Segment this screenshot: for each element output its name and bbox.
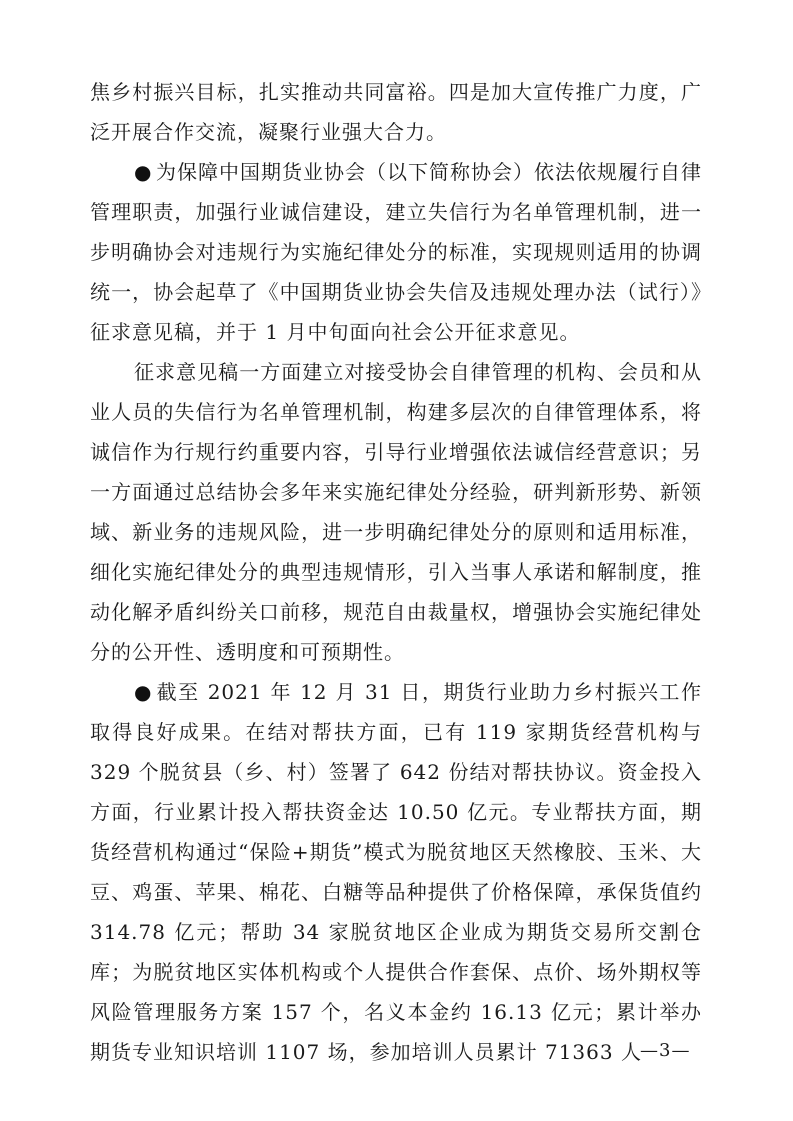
paragraph-4-text: 截至 2021 年 12 月 31 日，期货行业助力乡村振兴工作取得良好成果。在结对帮扶方面，已有 119 家期货经营机构与 329 个脱贫县（乡、村）签署了 642 份结对帮扶协议。资金投入方面，行业累计投入帮扶资金达 10.50 亿元。专业帮扶方面，期货经营机构通过“保险+期货”模式为脱贫地区天然橡胶、玉米、大豆、鸡蛋、苹果、棉花、白糖等品种提供了价格保障，承保货值约 314.78 亿元；帮助 34 家脱贫地区企业成为期货交易所交割仓库；为脱贫地区实体机构或个人提供合作套保、点价、场外期权等风险管理服务方案 157 个，名义本金约 16.13 亿元；累计举办期货专业知识培训 1107 场，参加培训人员累计 71363 人 bbox=[90, 680, 702, 1064]
paragraph-3-text: 征求意见稿一方面建立对接受协会自律管理的机构、会员和从业人员的失信行为名单管理机制，构建多层次的自律管理体系，将诚信作为行规行约重要内容，引导行业增强依法诚信经营意识；另一方面通过总结协会多年来实施纪律处分经验，研判新形势、新领域、新业务的违规风险，进一步明确纪律处分的原则和适用标准，细化实施纪律处分的典型违规情形，引入当事人承诺和解制度，推动化解矛盾纠纷关口前移，规范自由裁量权，增强协会实施纪律处分的公开性、透明度和可预期性。 bbox=[90, 360, 702, 664]
document-body bbox=[90, 72, 702, 1072]
paragraph-1-text: 焦乡村振兴目标，扎实推动共同富裕。四是加大宣传推广力度，广泛开展合作交流，凝聚行业强大合力。 bbox=[90, 80, 702, 144]
paragraph-2-text: 为保障中国期货业协会（以下简称协会）依法依规履行自律管理职责，加强行业诚信建设，建立失信行为名单管理机制，进一步明确协会对违规行为实施纪律处分的标准，实现规则适用的协调统一，协会起草了《中国期货业协会失信及违规处理办法（试行）》征求意见稿，并于 1 月中旬面向社会公开征求意见。 bbox=[90, 160, 702, 344]
paragraph-4 bbox=[90, 672, 702, 1072]
bullet-icon: ● bbox=[134, 680, 153, 704]
bullet-icon: ● bbox=[134, 160, 153, 184]
paragraph-2 bbox=[90, 152, 702, 352]
page-number: —3— bbox=[640, 1040, 691, 1061]
paragraph-1 bbox=[90, 72, 702, 152]
paragraph-3 bbox=[90, 352, 702, 672]
